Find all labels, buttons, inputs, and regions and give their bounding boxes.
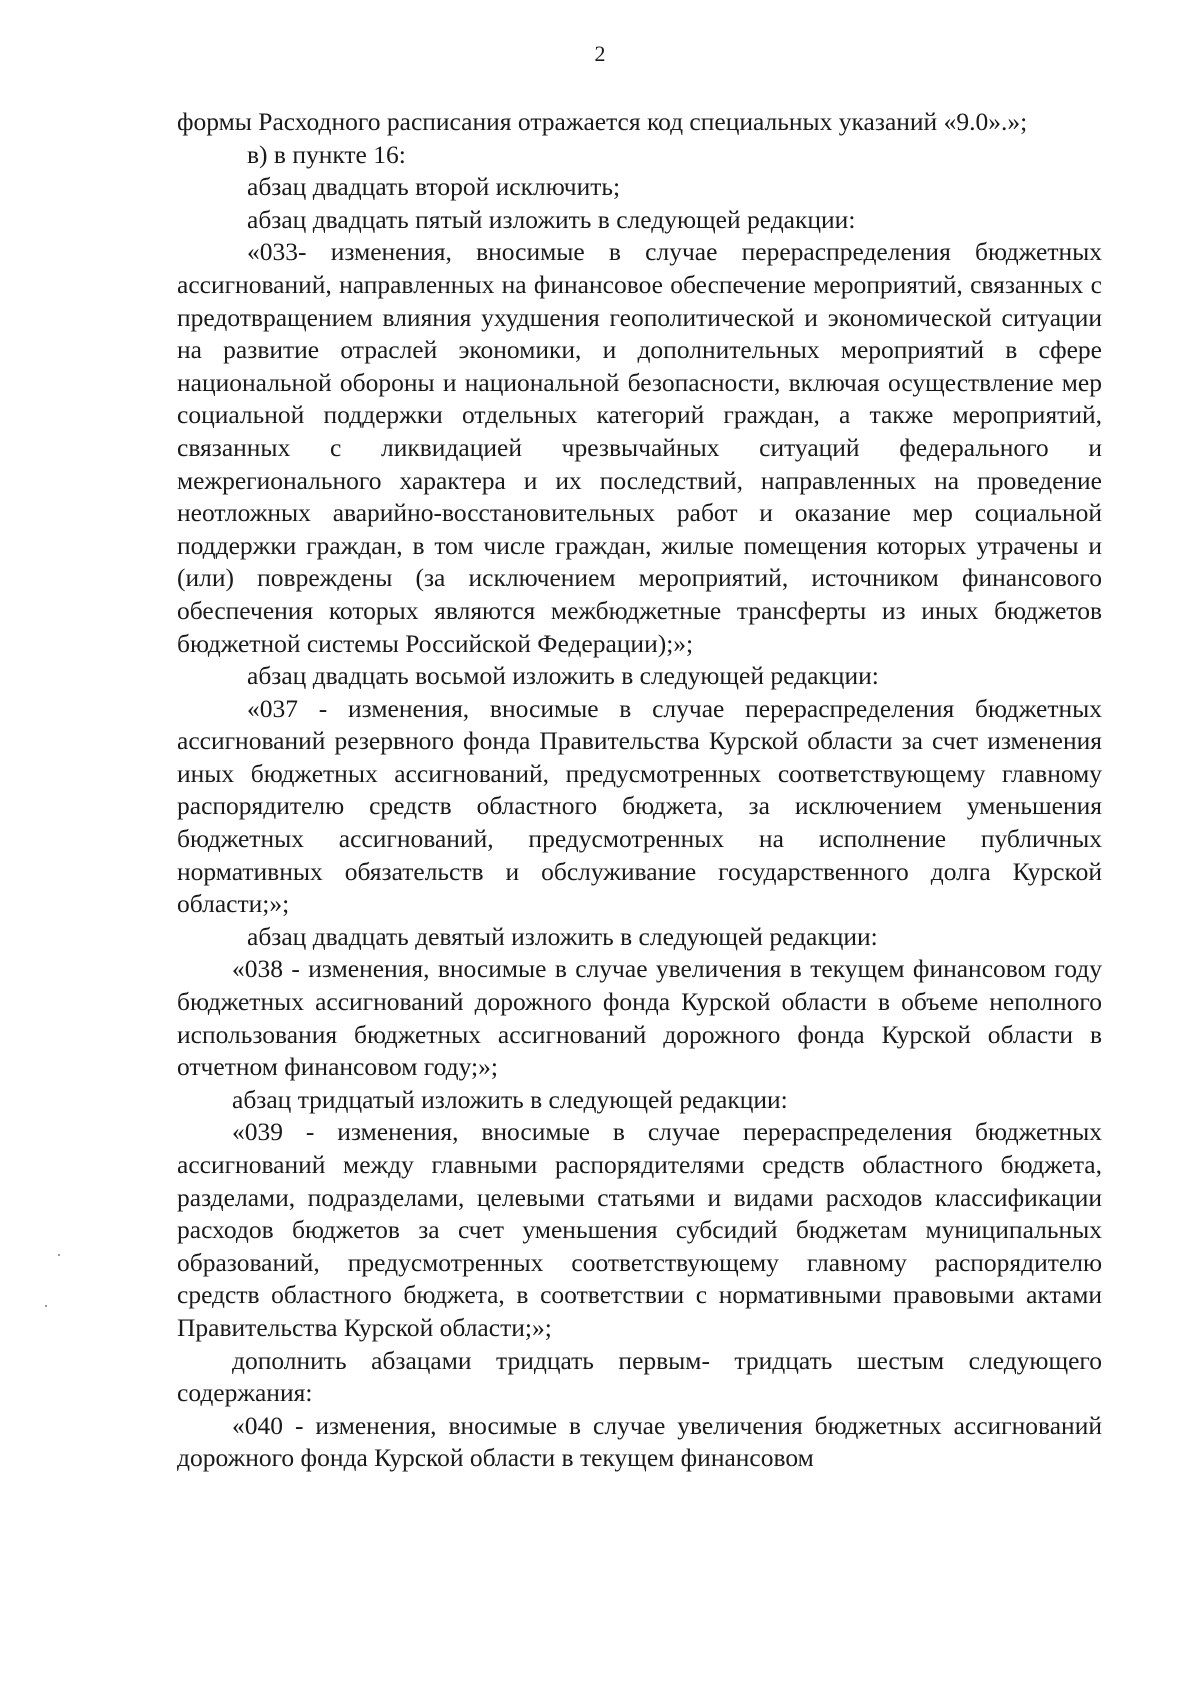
scan-speck <box>45 1305 47 1307</box>
page-number: 2 <box>594 41 606 66</box>
paragraph-continuation: формы Расходного расписания отражается код специальных указаний «9.0».»; <box>177 107 1028 136</box>
paragraph-amend-30: абзац тридцатый изложить в следующей редакции: <box>232 1084 788 1114</box>
paragraph-amend-28: абзац двадцать восьмой изложить в следующей редакции: <box>247 661 879 691</box>
paragraph-code-033: «033- изменения, вносимые в случае перераспределения бюджетных ассигнований, направленных на финансовое обеспечение мероприятий, связанных с предотвращением влияния ухудшения геополитической и экономической ситуации на развитие отраслей экономики, и дополнительных мероприятий в сфере национальной обороны и национальной безопасности, включая осуществление мер социальной поддержки отдельных категорий граждан, а также мероприятий, связанных с ликвидацией чрезвычайных ситуаций федерального и межрегионального характера и их последствий, направленных на проведение неотложных аварийно-восстановительных работ и оказание мер социальной поддержки граждан, в том числе граждан, жилые помещения которых утрачены и (или) повреждены (за исключением мероприятий, источником финансового обеспечения которых являются межбюджетные трансферты из иных бюджетов бюджетной системы Российской Федерации);»; <box>177 237 1102 658</box>
paragraph-code-037: «037 - изменения, вносимые в случае перераспределения бюджетных ассигнований резервного фонда Правительства Курской области за счет изменения иных бюджетных ассигнований, предусмотренных соответствующему главному распорядителю средств областного бюджета, за исключением уменьшения бюджетных ассигнований, предусмотренных на исполнение публичных нормативных обязательств и обслуживание государственного долга Курской области;»; <box>177 693 1102 919</box>
paragraph-supplement-31-36: дополнить абзацами тридцать первым- тридцать шестым следующего содержания: <box>177 1345 1102 1408</box>
paragraph-amend-25: абзац двадцать пятый изложить в следующей редакции: <box>247 204 856 234</box>
paragraph-item-v: в) в пункте 16: <box>247 139 406 169</box>
paragraph-code-038: «038 - изменения, вносимые в случае увеличения в текущем финансовом году бюджетных ассигнований дорожного фонда Курской области в объеме неполного использования бюджетных ассигнований дорожного фонда Курской области в отчетном финансовом году;»; <box>177 954 1102 1082</box>
paragraph-code-039: «039 - изменения, вносимые в случае перераспределения бюджетных ассигнований между главными распорядителями средств областного бюджета, разделами, подразделами, целевыми статьями и видами расходов классификации расходов бюджетов за счет уменьшения субсидий бюджетам муниципальных образований, предусмотренных соответствующему главному распорядителю средств областного бюджета, в соответствии с нормативными правовыми актами Правительства Курской области;»; <box>177 1117 1102 1342</box>
document-body <box>177 106 1102 1475</box>
scan-speck <box>58 1254 60 1256</box>
paragraph-code-040: «040 - изменения, вносимые в случае увеличения бюджетных ассигнований дорожного фонда Курской области в текущем финансовом <box>177 1410 1102 1473</box>
paragraph-exclude-22: абзац двадцать второй исключить; <box>247 172 621 202</box>
paragraph-amend-29: абзац двадцать девятый изложить в следующей редакции: <box>247 921 878 951</box>
